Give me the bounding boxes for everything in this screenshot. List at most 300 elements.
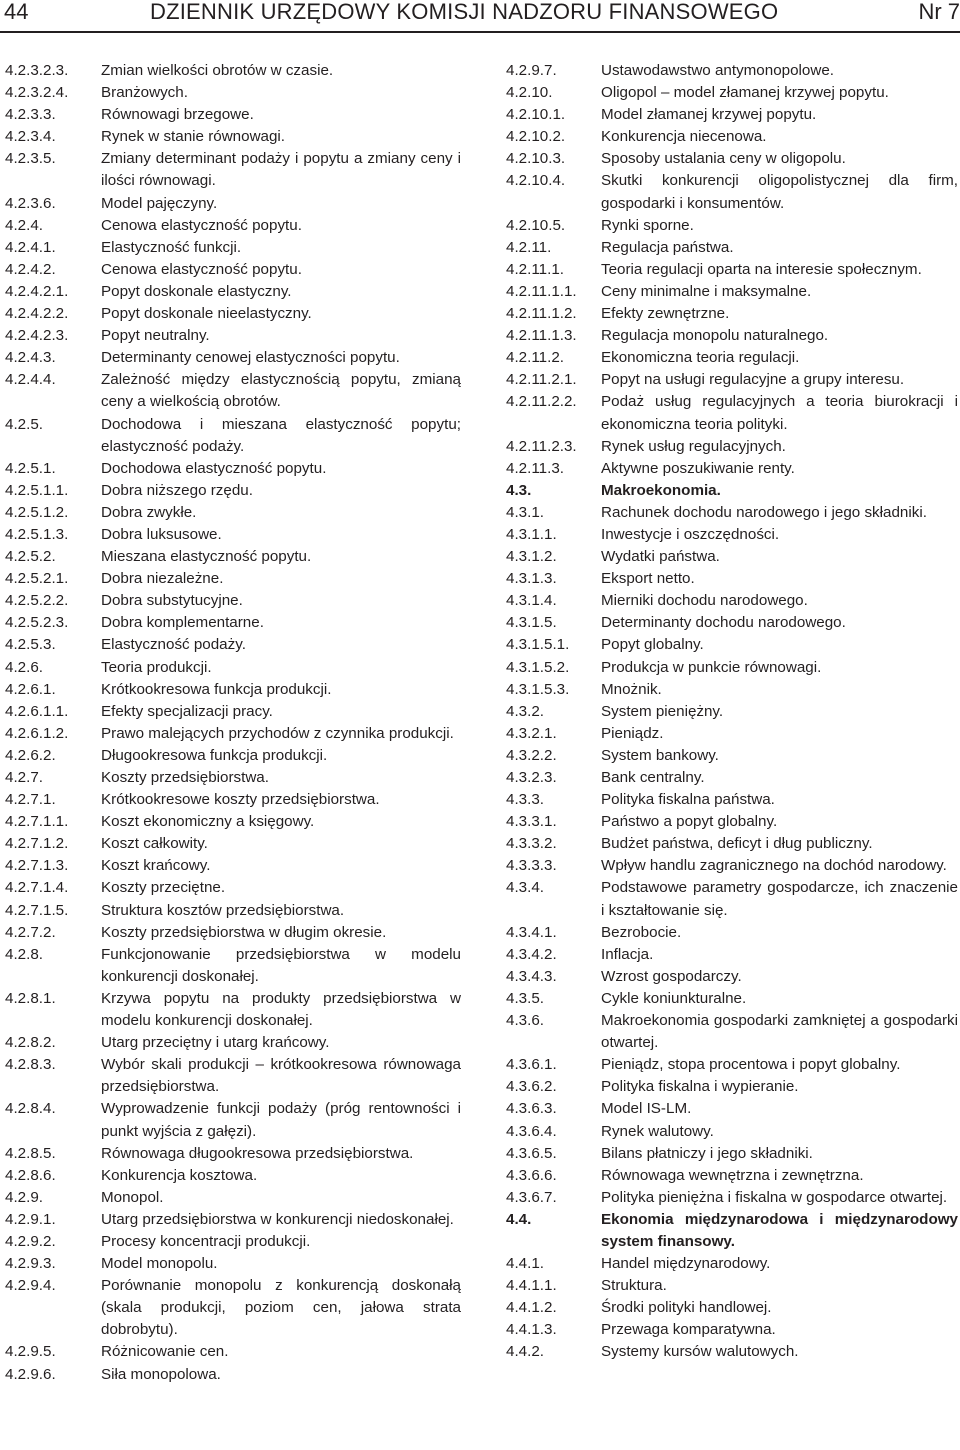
entry-text: Determinanty cenowej elastyczności popytu. — [101, 349, 400, 367]
entry-text: Rynki sporne. — [601, 216, 694, 234]
entry-number: 4.2.4. — [5, 216, 43, 234]
toc-entry — [5, 237, 461, 259]
entry-text: Regulacja monopolu naturalnego. — [601, 327, 829, 345]
entry-number: 4.2.9.5. — [5, 1343, 56, 1361]
toc-entry — [506, 347, 958, 369]
entry-text: Ustawodawstwo antymonopolowe. — [601, 62, 834, 79]
toc-entry — [506, 745, 958, 767]
toc-entry — [5, 458, 461, 480]
entry-text: Przewaga komparatywna. — [601, 1321, 776, 1339]
entry-number: 4.2.10. — [506, 84, 553, 102]
toc-entry — [506, 303, 958, 325]
entry-number: 4.3.1.5. — [506, 614, 557, 632]
entry-text: Środki polityki handlowej. — [601, 1299, 772, 1317]
toc-entry — [506, 148, 958, 170]
entry-number: 4.2.11.2. — [506, 349, 564, 367]
entry-text: Dobra komplementarne. — [101, 614, 264, 632]
toc-entry — [5, 347, 461, 369]
entry-number: 4.2.3.2.4. — [5, 84, 69, 102]
toc-entry — [5, 789, 461, 811]
toc-entry — [506, 104, 958, 126]
entry-number: 4.2.8.6. — [5, 1166, 56, 1184]
toc-entry — [5, 723, 461, 745]
toc-entry — [5, 811, 461, 833]
entry-number: 4.3.1.4. — [506, 592, 557, 610]
entry-text: Koszty przedsiębiorstwa w długim okresie. — [101, 923, 387, 941]
entry-text: Podaż usług regulacyjnych a teoria biurokracji i ekonomiczna teoria polityki. — [601, 393, 958, 433]
toc-entry — [506, 215, 958, 237]
toc-entry — [506, 170, 958, 214]
entry-number: 4.3.6.7. — [506, 1188, 557, 1206]
entry-number: 4.2.9.7. — [506, 62, 557, 79]
entry-text: Elastyczność funkcji. — [101, 238, 242, 256]
toc-entry — [5, 900, 461, 922]
entry-number: 4.2.9.6. — [5, 1365, 56, 1383]
left-column — [5, 60, 461, 1386]
entry-text: Popyt na usługi regulacyjne a grupy interesu. — [601, 371, 905, 389]
entry-number: 4.2.5.2. — [5, 548, 56, 566]
entry-number: 4.2.5.1.3. — [5, 525, 69, 543]
toc-entry — [506, 126, 958, 148]
entry-text: Popyt neutralny. — [101, 327, 210, 345]
entry-number: 4.2.11.1.2. — [506, 305, 577, 323]
entry-text: Regulacja państwa. — [601, 238, 734, 256]
entry-number: 4.3.4.3. — [506, 967, 557, 985]
toc-entry — [506, 1165, 958, 1187]
page-number: 44 — [4, 0, 29, 24]
entry-number: 4.2.4.2.2. — [5, 305, 69, 323]
entry-text: Konkurencja kosztowa. — [101, 1166, 258, 1184]
entry-text: Budżet państwa, deficyt i dług publiczny. — [601, 835, 873, 853]
entry-text: System pieniężny. — [601, 702, 724, 720]
entry-number: 4.3.5. — [506, 989, 544, 1007]
entry-text: Efekty zewnętrzne. — [601, 305, 730, 323]
entry-text: Dobra luksusowe. — [101, 525, 222, 543]
entry-number: 4.3.2. — [506, 702, 544, 720]
toc-entry — [506, 1319, 958, 1341]
toc-entry — [506, 1076, 958, 1098]
toc-entry — [506, 1253, 958, 1275]
entry-number: 4.3.1.3. — [506, 570, 557, 588]
entry-number: 4.3.2.2. — [506, 746, 557, 764]
entry-text: Koszt całkowity. — [101, 835, 208, 853]
entry-text: Pieniądz. — [601, 724, 664, 742]
toc-entry — [506, 701, 958, 723]
entry-text: Krótkookresowe koszty przedsiębiorstwa. — [101, 791, 380, 809]
entry-number: 4.2.8.1. — [5, 989, 56, 1007]
entry-number: 4.3.1.5.1. — [506, 636, 570, 654]
entry-number: 4.2.10.3. — [506, 150, 566, 168]
toc-entry — [5, 325, 461, 347]
entry-text: Dobra niższego rzędu. — [101, 481, 253, 499]
entry-number: 4.2.8.2. — [5, 1034, 56, 1052]
entry-number: 4.2.4.2.3. — [5, 327, 69, 345]
entry-number: 4.2.5.1.2. — [5, 503, 69, 521]
entry-number: 4.2.11. — [506, 238, 552, 256]
entry-text: Koszty przedsiębiorstwa. — [101, 769, 269, 786]
entry-text: Sposoby ustalania ceny w oligopolu. — [601, 150, 846, 168]
toc-entry — [5, 369, 461, 413]
entry-number: 4.3.1.5.2. — [506, 658, 570, 676]
toc-entry — [5, 944, 461, 988]
entry-number: 4.2.5.1. — [5, 459, 56, 477]
entry-text: Model pajęczyny. — [101, 194, 218, 212]
entry-text: Mnożnik. — [601, 680, 662, 698]
entry-text: Wybór skali produkcji – krótkookresowa równowaga przedsiębiorstwa. — [101, 1056, 461, 1096]
entry-text: Makroekonomia. — [601, 481, 721, 499]
entry-number: 4.3.6.1. — [506, 1056, 557, 1074]
entry-number: 4.2.10.4. — [506, 172, 566, 190]
entry-text: Konkurencja niecenowa. — [601, 128, 767, 146]
toc-entry — [5, 148, 461, 192]
entry-number: 4.2.4.3. — [5, 349, 56, 367]
entry-text: Równowaga wewnętrzna i zewnętrzna. — [601, 1166, 864, 1184]
toc-entry — [506, 1010, 958, 1054]
entry-text: Wydatki państwa. — [601, 548, 720, 566]
entry-number: 4.2.8.3. — [5, 1056, 56, 1074]
entry-number: 4.2.9.4. — [5, 1277, 56, 1295]
toc-entry — [5, 855, 461, 877]
toc-entry — [506, 82, 958, 104]
toc-entry — [506, 612, 958, 634]
toc-entry — [506, 1209, 958, 1253]
entry-number: 4.2.5.3. — [5, 636, 56, 654]
entry-text: Bezrobocie. — [601, 923, 682, 941]
entry-text: Popyt globalny. — [601, 636, 704, 654]
entry-number: 4.2.7.1.3. — [5, 857, 69, 875]
toc-entry — [506, 966, 958, 988]
entry-text: Funkcjonowanie przedsiębiorstwa w modelu konkurencji doskonałej. — [101, 945, 461, 985]
toc-entry — [5, 877, 461, 899]
entry-number: 4.2.9.3. — [5, 1255, 56, 1273]
entry-text: Cykle koniunkturalne. — [601, 989, 747, 1007]
entry-number: 4.2.5.1.1. — [5, 481, 69, 499]
toc-entry — [5, 1098, 461, 1142]
toc-entry — [506, 1275, 958, 1297]
entry-text: Popyt doskonale elastyczny. — [101, 282, 292, 300]
entry-number: 4.3.6. — [506, 1012, 544, 1030]
toc-entry — [5, 657, 461, 679]
toc-entry — [5, 1165, 461, 1187]
toc-entry — [506, 325, 958, 347]
toc-entry — [5, 612, 461, 634]
entry-number: 4.3.1. — [506, 503, 544, 521]
entry-text: System bankowy. — [601, 746, 719, 764]
entry-number: 4.2.11.2.2. — [506, 393, 577, 411]
entry-text: Dochodowa i mieszana elastyczność popytu; elastyczność podaży. — [101, 415, 461, 455]
entry-text: Procesy koncentracji produkcji. — [101, 1232, 311, 1250]
entry-number: 4.2.4.1. — [5, 238, 56, 256]
entry-number: 4.2.4.4. — [5, 371, 56, 389]
toc-entry — [506, 1054, 958, 1076]
entry-text: Krótkookresowa funkcja produkcji. — [101, 680, 332, 698]
entry-number: 4.2.6.1.2. — [5, 724, 69, 742]
entry-number: 4.4. — [506, 1210, 532, 1228]
toc-entry — [5, 104, 461, 126]
entry-number: 4.3.1.2. — [506, 548, 557, 566]
toc-entry — [5, 1187, 461, 1209]
entry-number: 4.2.10.2. — [506, 128, 566, 146]
toc-entry — [5, 524, 461, 546]
entry-text: Elastyczność podaży. — [101, 636, 246, 654]
entry-number: 4.2.11.1.3. — [506, 327, 577, 345]
toc-entry — [506, 634, 958, 656]
entry-text: Krzywa popytu na produkty przedsiębiorstwa w modelu konkurencji doskonałej. — [101, 989, 461, 1030]
toc-entry — [5, 480, 461, 502]
entry-number: 4.2.7.1. — [5, 791, 56, 809]
toc-entry — [506, 281, 958, 303]
entry-text: Rynek walutowy. — [601, 1122, 714, 1140]
entry-number: 4.2.11.2.3. — [506, 437, 577, 455]
entry-number: 4.2.4.2.1. — [5, 282, 69, 300]
toc-entry — [506, 679, 958, 701]
entry-number: 4.2.7.1.5. — [5, 901, 69, 919]
toc-entry — [5, 590, 461, 612]
entry-number: 4.3.1.1. — [506, 525, 557, 543]
toc-entry — [506, 590, 958, 612]
entry-number: 4.3.6.2. — [506, 1078, 557, 1096]
entry-text: Eksport netto. — [601, 570, 695, 588]
entry-text: Ekonomia międzynarodowa i międzynarodowy system finansowy. — [601, 1210, 958, 1250]
entry-number: 4.2.7.1.4. — [5, 879, 69, 897]
entry-number: 4.2.11.3. — [506, 459, 564, 477]
entry-text: Produkcja w punkcie równowagi. — [601, 658, 822, 676]
toc-entry — [5, 193, 461, 215]
entry-text: Koszty przeciętne. — [101, 879, 226, 897]
entry-text: Wyprowadzenie funkcji podaży (próg rentowności i punkt wyjścia z gałęzi). — [101, 1100, 461, 1140]
toc-entry — [506, 524, 958, 546]
entry-number: 4.2.3.3. — [5, 106, 56, 124]
toc-entry — [506, 369, 958, 391]
toc-entry — [506, 1121, 958, 1143]
entry-text: Aktywne poszukiwanie renty. — [601, 459, 795, 477]
toc-entry — [5, 922, 461, 944]
toc-entry — [5, 126, 461, 148]
entry-number: 4.2.11.1. — [506, 260, 564, 278]
entry-number: 4.2.3.6. — [5, 194, 56, 212]
entry-text: Model IS-LM. — [601, 1100, 692, 1118]
entry-text: Makroekonomia gospodarki zamkniętej a gospodarki otwartej. — [601, 1012, 958, 1052]
entry-text: Polityka fiskalna państwa. — [601, 791, 775, 809]
toc-entry — [506, 568, 958, 590]
entry-text: Bilans płatniczy i jego składniki. — [601, 1144, 813, 1162]
entry-number: 4.2.5.2.1. — [5, 570, 69, 588]
entry-number: 4.3.4. — [506, 879, 544, 897]
toc-entry — [5, 1364, 461, 1386]
entry-text: Dobra niezależne. — [101, 570, 224, 588]
toc-entry — [5, 502, 461, 524]
entry-text: Równowagi brzegowe. — [101, 106, 254, 124]
entry-number: 4.2.7.2. — [5, 923, 56, 941]
toc-entry — [506, 988, 958, 1010]
entry-text: Bank centralny. — [601, 769, 705, 786]
entry-text: Koszt ekonomiczny a księgowy. — [101, 813, 315, 831]
entry-text: Ceny minimalne i maksymalne. — [601, 282, 812, 300]
toc-entry — [506, 789, 958, 811]
entry-number: 4.2.9.1. — [5, 1210, 56, 1228]
entry-text: Dobra zwykłe. — [101, 503, 197, 521]
entry-number: 4.3. — [506, 481, 532, 499]
entry-text: Długookresowa funkcja produkcji. — [101, 746, 328, 764]
toc-entry — [506, 237, 958, 259]
entry-text: Dochodowa elastyczność popytu. — [101, 459, 327, 477]
entry-text: Różnicowanie cen. — [101, 1343, 229, 1361]
toc-entry — [5, 1253, 461, 1275]
entry-text: Siła monopolowa. — [101, 1365, 221, 1383]
entry-number: 4.2.7. — [5, 769, 43, 786]
entry-number: 4.3.2.1. — [506, 724, 557, 742]
toc-entry — [506, 811, 958, 833]
entry-text: Systemy kursów walutowych. — [601, 1343, 799, 1361]
header-rule — [0, 31, 960, 33]
entry-text: Skutki konkurencji oligopolistycznej dla firm, gospodarki i konsumentów. — [601, 172, 958, 212]
toc-entry — [5, 60, 461, 82]
toc-entry — [506, 259, 958, 281]
toc-entry — [5, 414, 461, 458]
toc-entry — [5, 259, 461, 281]
toc-entry — [506, 657, 958, 679]
toc-entry — [5, 634, 461, 656]
toc-entry — [506, 1187, 958, 1209]
entry-number: 4.4.1.1. — [506, 1277, 557, 1295]
entry-number: 4.3.6.6. — [506, 1166, 557, 1184]
entry-number: 4.2.9. — [5, 1188, 43, 1206]
toc-entry — [506, 944, 958, 966]
entry-number: 4.2.7.1.1. — [5, 813, 69, 831]
toc-entry — [506, 1098, 958, 1120]
entry-text: Mierniki dochodu narodowego. — [601, 592, 808, 610]
entry-text: Równowaga długookresowa przedsiębiorstwa. — [101, 1144, 414, 1162]
entry-text: Rachunek dochodu narodowego i jego składniki. — [601, 503, 927, 521]
toc-entry — [506, 855, 958, 877]
toc-entry — [5, 303, 461, 325]
entry-text: Koszt krańcowy. — [101, 857, 211, 875]
entry-text: Model monopolu. — [101, 1255, 218, 1273]
entry-number: 4.2.5.2.3. — [5, 614, 69, 632]
entry-number: 4.3.3.2. — [506, 835, 557, 853]
toc-entry — [5, 988, 461, 1032]
toc-entry — [506, 480, 958, 502]
entry-text: Wpływ handlu zagranicznego na dochód narodowy. — [601, 857, 947, 875]
entry-number: 4.3.3.1. — [506, 813, 557, 831]
entry-text: Wzrost gospodarczy. — [601, 967, 742, 985]
toc-entry — [5, 281, 461, 303]
entry-text: Porównanie monopolu z konkurencją doskonałą (skala produkcji, poziom cen, jałowa strata dobrobytu). — [101, 1277, 461, 1339]
entry-text: Handel międzynarodowy. — [601, 1255, 771, 1273]
entry-number: 4.2.7.1.2. — [5, 835, 69, 853]
entry-number: 4.2.3.4. — [5, 128, 56, 146]
issue-number: Nr 7 — [918, 0, 960, 24]
toc-entry — [506, 833, 958, 855]
toc-entry — [5, 546, 461, 568]
entry-number: 4.4.1.3. — [506, 1321, 557, 1339]
entry-number: 4.4.2. — [506, 1343, 544, 1361]
journal-title: DZIENNIK URZĘDOWY KOMISJI NADZORU FINANSOWEGO — [150, 0, 779, 24]
toc-entry — [5, 1054, 461, 1098]
entry-number: 4.4.1. — [506, 1255, 544, 1273]
entry-text: Cenowa elastyczność popytu. — [101, 260, 302, 278]
entry-text: Struktura. — [601, 1277, 667, 1295]
entry-text: Podstawowe parametry gospodarcze, ich znaczenie i kształtowanie się. — [601, 879, 958, 919]
entry-number: 4.3.3. — [506, 791, 544, 809]
right-column — [506, 60, 958, 1364]
entry-text: Rynek w stanie równowagi. — [101, 128, 286, 146]
entry-number: 4.2.3.5. — [5, 150, 56, 168]
entry-text: Inwestycje i oszczędności. — [601, 525, 780, 543]
entry-number: 4.2.8.4. — [5, 1100, 56, 1118]
toc-entry — [506, 546, 958, 568]
entry-number: 4.3.6.5. — [506, 1144, 557, 1162]
entry-number: 4.2.8.5. — [5, 1144, 56, 1162]
toc-entry — [506, 922, 958, 944]
toc-entry — [506, 436, 958, 458]
toc-entry — [506, 1341, 958, 1363]
toc-entry — [5, 679, 461, 701]
entry-text: Teoria regulacji oparta na interesie społecznym. — [601, 260, 922, 278]
toc-entry — [506, 60, 958, 82]
entry-text: Utarg przeciętny i utarg krańcowy. — [101, 1034, 330, 1052]
toc-entry — [506, 723, 958, 745]
entry-text: Mieszana elastyczność popytu. — [101, 548, 312, 566]
entry-number: 4.2.4.2. — [5, 260, 56, 278]
entry-number: 4.2.3.2.3. — [5, 62, 69, 79]
toc-entry — [5, 833, 461, 855]
entry-number: 4.3.6.4. — [506, 1122, 557, 1140]
entry-number: 4.2.5.2.2. — [5, 592, 69, 610]
toc-entry — [5, 1209, 461, 1231]
entry-number: 4.3.2.3. — [506, 769, 557, 786]
toc-entry — [5, 568, 461, 590]
entry-number: 4.3.1.5.3. — [506, 680, 570, 698]
toc-entry — [5, 1032, 461, 1054]
entry-text: Utarg przedsiębiorstwa w konkurencji niedoskonałej. — [101, 1210, 454, 1228]
entry-text: Oligopol – model złamanej krzywej popytu. — [601, 84, 889, 102]
toc-entry — [5, 767, 461, 789]
entry-number: 4.2.5. — [5, 415, 43, 433]
entry-text: Inflacja. — [601, 945, 654, 963]
entry-text: Zmiany determinant podaży i popytu a zmiany ceny i ilości równowagi. — [101, 150, 461, 190]
entry-text: Cenowa elastyczność popytu. — [101, 216, 302, 234]
page-header — [2, 0, 960, 26]
entry-text: Efekty specjalizacji pracy. — [101, 702, 273, 720]
entry-text: Model złamanej krzywej popytu. — [601, 106, 817, 124]
entry-text: Rynek usług regulacyjnych. — [601, 437, 786, 455]
toc-entry — [5, 1341, 461, 1363]
entry-text: Dobra substytucyjne. — [101, 592, 243, 610]
entry-number: 4.2.10.5. — [506, 216, 566, 234]
entry-number: 4.2.11.1.1. — [506, 282, 577, 300]
toc-entry — [5, 1143, 461, 1165]
entry-text: Zależność między elastycznością popytu, zmianą ceny a wielkością obrotów. — [101, 371, 461, 411]
toc-entry — [506, 458, 958, 480]
toc-entry — [5, 1231, 461, 1253]
entry-text: Polityka pieniężna i fiskalna w gospodarce otwartej. — [601, 1188, 948, 1206]
toc-entry — [506, 391, 958, 435]
entry-number: 4.2.6. — [5, 658, 43, 676]
entry-text: Teoria produkcji. — [101, 658, 212, 676]
entry-text: Ekonomiczna teoria regulacji. — [601, 349, 800, 367]
toc-entry — [5, 82, 461, 104]
entry-text: Zmian wielkości obrotów w czasie. — [101, 62, 334, 79]
toc-entry — [5, 1275, 461, 1341]
entry-text: Polityka fiskalna i wypieranie. — [601, 1078, 799, 1096]
entry-text: Pieniądz, stopa procentowa i popyt globalny. — [601, 1056, 901, 1074]
entry-number: 4.2.6.2. — [5, 746, 56, 764]
entry-text: Popyt doskonale nieelastyczny. — [101, 305, 312, 323]
toc-entry — [5, 745, 461, 767]
toc-entry — [506, 1143, 958, 1165]
entry-number: 4.3.3.3. — [506, 857, 557, 875]
